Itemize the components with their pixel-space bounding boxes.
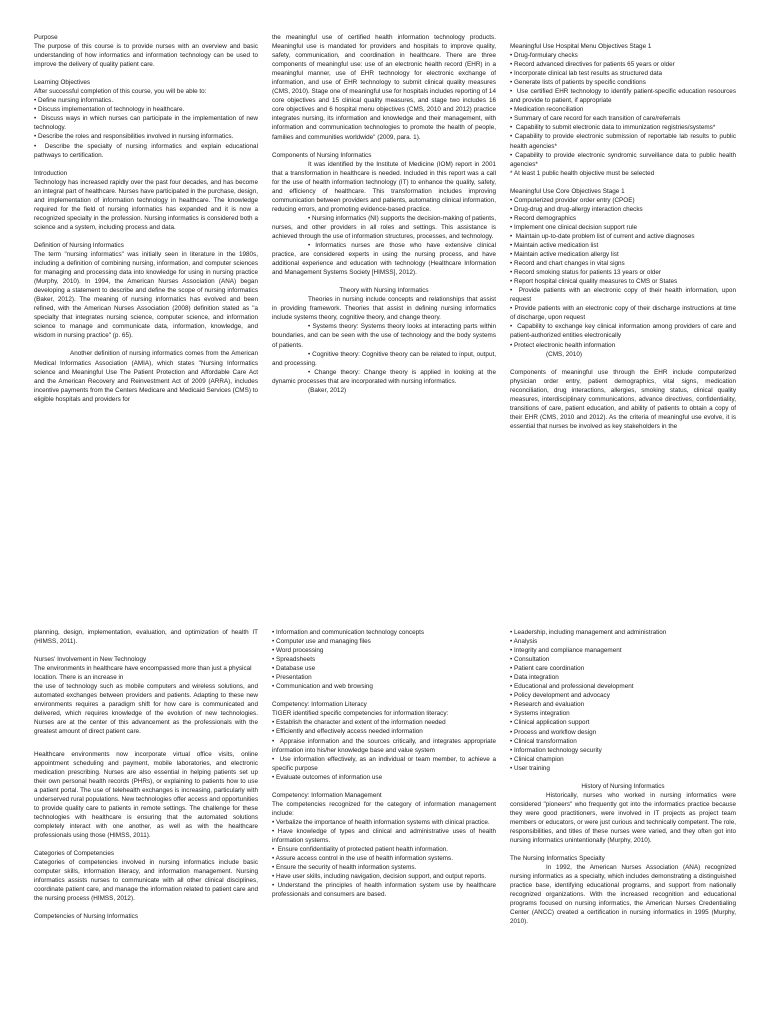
text-line: Learning Objectives: [34, 79, 91, 87]
text-line: • Have user skills, including navigation, decision support, and output reports.: [272, 873, 487, 881]
text-line: • Implement one clinical decision support rule: [510, 223, 638, 231]
text-line: • Capability to provide electronic syndromic surveillance data to public health agencies*: [510, 151, 738, 168]
text-line: • Describe the roles and responsibilities involved in nursing informatics.: [34, 133, 234, 141]
text-line: • Consultation: [510, 656, 550, 664]
page-2-column-3: [510, 628, 736, 926]
paragraph-gap: [34, 903, 258, 912]
text-line: Nurses' Involvement in New Technology: [34, 656, 147, 664]
paragraph-gap: [34, 737, 258, 750]
text-line: • Computerized provider order entry (CPOE): [510, 196, 635, 204]
paragraph-gap: [510, 773, 736, 782]
text-line: • Report hospital clinical quality measures to CMS or States: [510, 278, 678, 286]
text-line: Competency: Information Management: [272, 791, 382, 799]
page-1-column-3: [510, 42, 736, 431]
paragraph-gap: [272, 277, 496, 286]
text-line: • Record smoking status for patients 13 years or older: [510, 269, 662, 277]
text-line: The Nursing Informatics Specialty: [510, 855, 605, 863]
text-line: Introduction: [34, 169, 68, 177]
text-line: • Communication and web browsing: [272, 683, 373, 691]
text-line: (Baker, 2012): [308, 386, 347, 394]
text-line: • Capability to exchange key clinical information among providers of care and patient-authorized entities electronically: [510, 323, 738, 340]
text-line: The competencies recognized for the category of information management include:: [272, 800, 498, 817]
text-line: • Analysis: [510, 638, 538, 646]
text-line: • Word processing: [272, 647, 324, 655]
paragraph-gap: [510, 845, 736, 854]
text-line: • Nursing informatics (NI) supports the decision-making of patients, nurses, and other providers in all roles and settings. This assistance is achieved through the use of information structures, processes, and technology.: [272, 214, 498, 240]
text-line: (CMS, 2010): [546, 350, 582, 358]
text-line: • Patient care coordination: [510, 665, 585, 673]
text-line: Competencies of Nursing Informatics: [34, 913, 139, 921]
text-line: the use of technology such as mobile computers and wireless solutions, and automated exchanges between providers and patients. Adapting to these new environments requires a paradigm shift for how care is communicated and delivered, which requires knowledge of the evolution of new technologies. Nurses are at the center of this advancement as the professionals with the greatest amount of direct patient care.: [34, 683, 260, 736]
text-line: • Record advanced directives for patients 65 years or older: [510, 61, 675, 69]
text-line: • Ensure confidentiality of protected patient health information.: [272, 846, 449, 854]
text-line: In 1992, the American Nurses Association (ANA) recognized nursing informatics as a specialty, which includes demonstrating a distinguished practice base, identifying educational programs, and support from nationally recognized organizations. With the increased recognition and educational programs focused on nursing informatics, the American Nurses Credentialing Center (ANCC) created a certification in nursing informatics in 1995 (Murphy, 2010).: [510, 864, 738, 926]
text-line: Components of meaningful use through the EHR include computerized physician order entry, patient demographics, vital signs, medication reconciliation, drug interactions, allergies, smoking status, clinical quality measures, interdisciplinary communications, advance directives, confidentiality, transitions of care, patient education, and ability of patients to obtain a copy of their EHR (CMS, 2010 and 2012). As the criteria of meaningful use evolve, it is essential that nurses be involved as key stakeholders in the: [510, 368, 738, 430]
paragraph-gap: [34, 232, 258, 241]
text-line: Meaningful Use Hospital Menu Objectives Stage 1: [510, 43, 652, 50]
paragraph-gap: [34, 340, 258, 349]
text-line: • Capability to submit electronic data to immunization registries/systems*: [510, 124, 716, 132]
text-line: • Appraise information and the sources critically, and integrates appropriate information into his/her knowledge base and value system: [272, 737, 498, 754]
text-line: • Database use: [272, 665, 316, 673]
paragraph-gap: [510, 359, 736, 368]
text-line: • Research and evaluation: [510, 701, 585, 709]
text-line: • Change theory: Change theory is applied in looking at the dynamic processes that are incorporated with nursing informatics.: [272, 368, 498, 385]
text-line: • Have knowledge of types and clinical and administrative uses of health information systems.: [272, 827, 498, 844]
text-line: the meaningful use of certified health information technology products. Meaningful use is mandated for providers and hospitals to improve quality, safety, communication, and coordination in healthcare. There are three components of meaningful use: use of an electronic health record (EHR) in a meaningful manner, use of EHR technology for electronic exchange of information, and use of EHR technology to submit clinical quality measures (CMS, 2010). Stage one of meaningful use for hospitals includes reporting of 14 core objectives and 15 clinical quality measures, and stage two includes 16 core objectives and 6 hospital menu objectives (CMS, 2010 and 2012) practice integrates nursing, its information and knowledge and their management, with information and communication technologies to promote the health of people, families and communities worldwide" (2009, para. 1).: [272, 34, 498, 141]
text-line: • Ensure the security of health information systems.: [272, 864, 417, 872]
text-line: • Computer use and managing files: [272, 638, 371, 646]
text-line: • Clinical application support: [510, 719, 590, 727]
text-line: • Understand the principles of health information system use by healthcare professionals and consumers are based.: [272, 882, 498, 899]
text-line: • Efficiently and effectively access needed information: [272, 728, 423, 736]
paragraph-gap: [34, 69, 258, 78]
text-line: • Protect electronic health information: [510, 341, 616, 349]
text-line: Another definition of nursing informatics comes from the American Medical Informatics Association (AMIA), which states "Nursing Informatics science and Meaningful Use The Patient Protection and Affordable Care Act and the American Recovery and Reinvestment Act of 2009 (ARRA), includes incentive payments from the Centers Medicare and Medicaid Services (CMS) to eligible hospitals and providers for: [34, 350, 260, 403]
page-2: [0, 592, 768, 1024]
text-line: • Capability to provide electronic submission of reportable lab results to public health agencies*: [510, 133, 738, 150]
text-line: • Describe the specialty of nursing informatics and explain educational pathways to certification.: [34, 142, 260, 159]
text-line: • Process and workflow design: [510, 728, 597, 736]
text-line: • Define nursing informatics.: [34, 97, 114, 105]
paragraph-gap: [272, 782, 496, 791]
text-line: • Educational and professional development: [510, 683, 634, 691]
text-line: Healthcare environments now incorporate virtual office visits, online appointment scheduling and payment, mobile laboratories, and electronic medication prescribing. Nurses are also essential in helping patients set up their own personal health records (PHRs), or explaining to patients how to use a patient portal. The use of telehealth exchanges is increasing, particularly with underserved rural populations. New technologies offer access and opportunities to provide quality care to patients in remote settings. The challenge for these technologies with healthcare is ensuring that the automated solutions completely interact with one another, as well as with the healthcare professionals using those (HIMSS, 2011).: [34, 750, 260, 839]
text-line: • Maintain active medication list: [510, 241, 599, 249]
page-2-column-1: [34, 628, 258, 921]
text-line: It was identified by the Institute of Medicine (IOM) report in 2001 that a transformation in healthcare is needed. Included in this report was a call for the use of health information technology (IT) to enhance the quality, safety, and efficiency of healthcare. This transformation includes improving communication between providers and patients, automating clinical information, reducing errors, and promoting evidence-based practice.: [272, 160, 498, 213]
paragraph-gap: [272, 142, 496, 151]
text-line: The environments in healthcare have encompassed more than just a physical location. There is an increase in: [34, 665, 254, 682]
text-line: History of Nursing Informatics: [581, 782, 665, 790]
page-1-column-2: [272, 33, 496, 395]
text-line: • Information and communication technology concepts: [272, 629, 425, 636]
text-line: • Discuss ways in which nurses can participate in the implementation of new technology.: [34, 115, 260, 132]
text-line: • Spreadsheets: [272, 656, 316, 664]
text-line: Historically, nurses who worked in nursing informatics were considered "pioneers" who frequently got into the informatics practice because they were good practitioners, were involved in IT projects as project team members or educators, or were just curious and technically competent. The role, responsibilities, and titles of these nurses were varied, and they often got into nursing informatics unintentionally (Murphy, 2010).: [510, 791, 738, 845]
text-line: Components of Nursing Informatics: [272, 151, 372, 159]
text-line: • Drug-drug and drug-allergy interaction checks: [510, 205, 643, 213]
page-1-column-1: [34, 33, 258, 404]
text-line: • Discuss implementation of technology in healthcare.: [34, 106, 185, 114]
paragraph-gap: [34, 840, 258, 849]
text-line: • Generate lists of patients by specific conditions: [510, 79, 646, 87]
text-line: The term "nursing informatics" was initially seen in literature in the 1980s, including a definition of combining nursing, information, and computer sciences for managing and processing data into knowledge for using in nursing practice (Murphy, 2010). In 1994, the American Nurses Association (ANA) began developing a statement to describe and define the scope of nursing informatics (Baker, 2012). The meaning of nursing informatics has evolved and been refined, with the American Nurses Association (2008) definition stated as "a specialty that integrates nursing science, computer science, and information science to manage and communicate data, information, knowledge, and wisdom in nursing practice" (p. 65).: [34, 250, 260, 340]
text-line: • Drug-formulary checks: [510, 52, 578, 60]
text-line: • Maintain active medication allergy list: [510, 251, 619, 259]
text-line: • Use information effectively, as an individual or team member, to achieve a specific purpose: [272, 755, 498, 772]
text-line: • Policy development and advocacy: [510, 692, 610, 700]
text-line: • Establish the character and extent of the information needed: [272, 719, 446, 727]
text-line: • Maintain up-to-date problem list of current and active diagnoses: [510, 232, 695, 240]
text-line: • Presentation: [272, 674, 312, 682]
text-line: • Systems theory: Systems theory looks at interacting parts within boundaries, and can be seen with the use of technology and the body systems of patients.: [272, 323, 498, 349]
text-line: • Verbalize the importance of health information systems with clinical practice.: [272, 818, 490, 826]
paragraph-gap: [34, 160, 258, 169]
text-line: Theories in nursing include concepts and relationships that assist in providing framework. Theories that assist in defining nursing informatics include systems theory, cognitive theory, and change theory.: [272, 296, 498, 322]
text-line: Technology has increased rapidly over the past four decades, and has become an integral part of healthcare. Nurses have participated in the purchase, design, and implementation of information technology in healthcare. The knowledge required for the field of nursing informatics has expanded and it is now a recognized specialty in the profession. Nursing informatics is considered both a science and a system, including process and data.: [34, 178, 260, 231]
paragraph-gap: [272, 691, 496, 700]
text-line: • Information technology security: [510, 746, 602, 754]
text-line: • User training: [510, 764, 550, 772]
text-line: Categories of competencies involved in nursing informatics include basic computer skills, information literacy, and information management. Nursing informatics assists nurses to communicate with all other clinical disciplines, coordinate patient care, and manage the information related to patient care and the nursing process (HIMSS, 2012).: [34, 859, 260, 903]
text-line: • Provide patients with an electronic copy of their health information, upon request: [510, 287, 738, 304]
text-line: • Leadership, including management and administration: [510, 629, 667, 636]
text-line: • Cognitive theory: Cognitive theory can be related to input, output, and processing.: [272, 350, 498, 367]
text-line: planning, design, implementation, evaluation, and optimization of health IT (HIMSS, 2011).: [34, 629, 260, 646]
text-line: After successful completion of this course, you will be able to:: [34, 88, 207, 96]
text-line: Purpose: [34, 34, 58, 41]
text-line: • Data integration: [510, 674, 559, 682]
text-line: • Informatics nurses are those who have extensive clinical practice, are considered experts in using the nursing process, and have additional experience and education with technology (Healthcare Information and Management Systems Society [HIMSS], 2012).: [272, 242, 498, 277]
paragraph-gap: [510, 178, 736, 187]
text-line: • Clinical champion: [510, 755, 564, 763]
text-line: TIGER identified specific competencies for information literacy:: [272, 710, 449, 718]
text-line: • Summary of care record for each transition of care/referrals: [510, 115, 681, 123]
text-line: • Use certified EHR technology to identify patient-specific education resources and provide to patient, if appropriate: [510, 88, 738, 105]
text-line: • Clinical transformation: [510, 737, 577, 745]
text-line: • Evaluate outcomes of information use: [272, 773, 383, 781]
text-line: Meaningful Use Core Objectives Stage 1: [510, 187, 625, 195]
text-line: Categories of Competencies: [34, 849, 115, 857]
text-line: The purpose of this course is to provide nurses with an overview and basic understanding of how informatics and information technology can be used to improve the delivery of quality patient care.: [34, 43, 260, 69]
text-line: * At least 1 public health objective must be selected: [510, 169, 655, 177]
text-line: • Assure access control in the use of health information systems.: [272, 855, 453, 863]
text-line: Theory with Nursing Informatics: [339, 287, 429, 295]
text-line: • Record and chart changes in vital signs: [510, 260, 625, 268]
text-line: • Provide patients with an electronic copy of their discharge instructions at time of discharge, upon request: [510, 305, 738, 322]
text-line: • Medication reconciliation: [510, 106, 584, 114]
text-line: • Incorporate clinical lab test results as structured data: [510, 70, 663, 78]
text-line: • Integrity and compliance management: [510, 647, 622, 655]
text-line: • Systems integration: [510, 710, 570, 718]
text-line: Competency: Information Literacy: [272, 701, 367, 709]
page-2-column-2: [272, 628, 496, 899]
text-line: Definition of Nursing Informatics: [34, 241, 124, 249]
paragraph-gap: [34, 646, 258, 655]
text-line: • Record demographics: [510, 214, 577, 222]
